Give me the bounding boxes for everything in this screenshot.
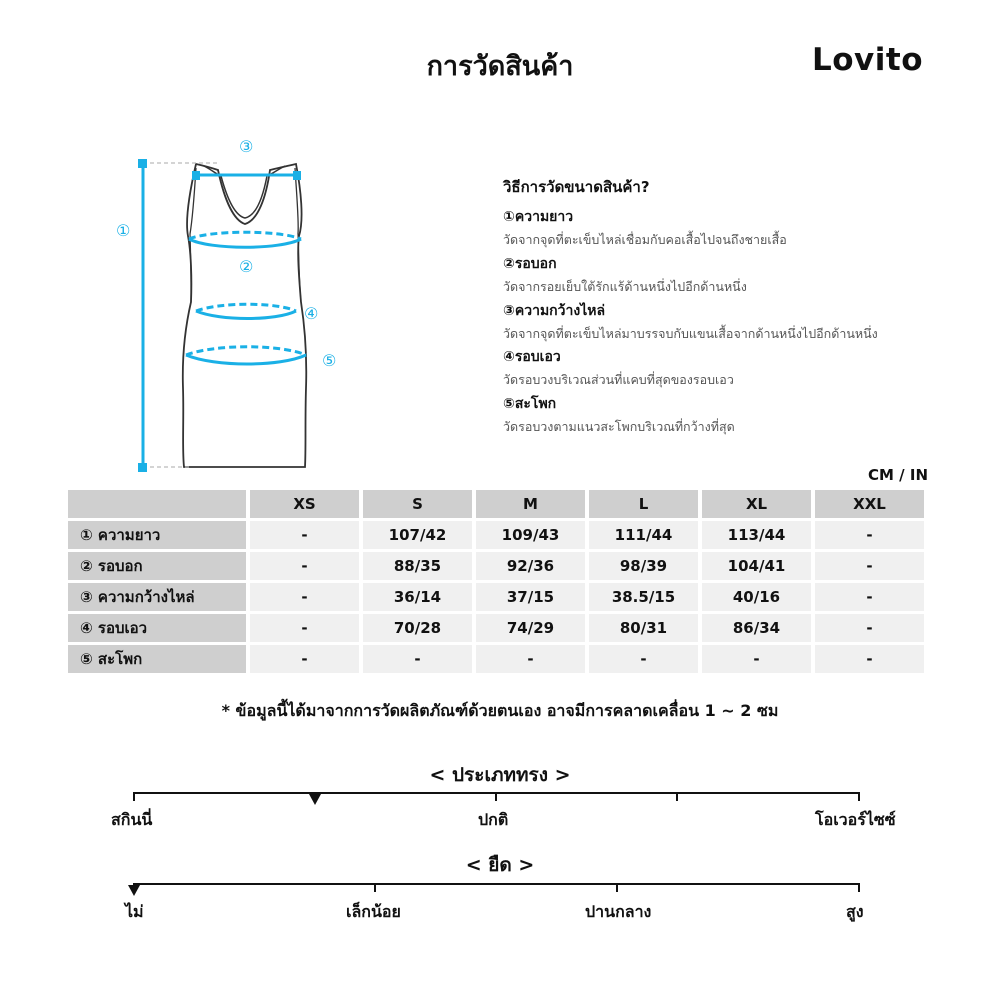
table-cell: 109/43 [476,521,585,549]
marker-shoulder: ③ [239,137,254,156]
table-cell: - [250,552,359,580]
table-cell: 74/29 [476,614,585,642]
table-cell: 70/28 [363,614,472,642]
brand-logo: Lovito [812,42,924,78]
shoulder-cap-right [293,171,301,180]
fit-scale-tick [676,792,678,801]
table-row [68,552,924,580]
table-cell: 36/14 [363,583,472,611]
fit-scale [133,792,860,804]
size-header: XXL [815,490,924,518]
size-header: L [589,490,698,518]
table-cell: 86/34 [702,614,811,642]
table-cell: 111/44 [589,521,698,549]
row-label: ③ ความกว้างไหล่ [68,583,246,611]
unit-label: CM / IN [868,466,928,484]
guide-item-title: ③ความกว้างไหล่ [503,303,606,319]
stretch-label-slight: เล็กน้อย [346,902,401,921]
table-header-row [68,490,924,518]
shoulder-cap-left [192,171,200,180]
stretch-label-high: สูง [846,902,864,921]
guide-item-desc: วัดจากจุดที่ตะเข็บไหล่เชื่อมกับคอเสื้อไปจนถึงชายเสื้อ [503,232,787,247]
stretch-scale-title: < ยืด > [465,854,535,876]
stretch-scale-marker-icon [128,885,140,896]
table-cell: 113/44 [702,521,811,549]
marker-waist: ④ [304,304,319,323]
stretch-scale-tick [616,883,618,892]
stretch-scale-tick [374,883,376,892]
marker-length: ① [116,221,131,240]
fit-scale-tick [858,792,860,801]
table-cell: - [815,645,924,673]
table-cell: - [702,645,811,673]
table-cell: - [250,645,359,673]
table-row [68,521,924,549]
stretch-label-medium: ปานกลาง [585,902,652,921]
table-cell: - [815,583,924,611]
table-cell: 98/39 [589,552,698,580]
size-header: XS [250,490,359,518]
table-cell: 104/41 [702,552,811,580]
table-row [68,614,924,642]
table-cell: 38.5/15 [589,583,698,611]
table-cell: - [476,645,585,673]
table-row [68,645,924,673]
row-label: ⑤ สะโพก [68,645,246,673]
table-cell: - [815,552,924,580]
table-cell: - [815,521,924,549]
page-title: การวัดสินค้า [426,51,574,82]
fit-label-oversize: โอเวอร์ไซซ์ [815,810,896,829]
stretch-scale [133,883,860,895]
length-cap-top [138,159,147,168]
fit-scale-tick [133,792,135,801]
guide-heading: วิธีการวัดขนาดสินค้า? [503,178,650,196]
table-corner-cell [68,490,246,518]
table-cell: 80/31 [589,614,698,642]
guide-item-desc: วัดจากรอยเย็บใต้รักแร้ด้านหนึ่งไปอีกด้านหนึ่ง [503,279,747,294]
table-cell: - [363,645,472,673]
marker-bust: ② [239,257,254,276]
table-cell: - [589,645,698,673]
size-header: S [363,490,472,518]
fit-label-regular: ปกติ [478,810,509,829]
table-cell: 88/35 [363,552,472,580]
table-cell: - [250,614,359,642]
row-label: ① ความยาว [68,521,246,549]
fit-label-skinny: สกินนี่ [111,810,153,829]
row-label: ④ รอบเอว [68,614,246,642]
stretch-label-none: ไม่ [125,902,144,921]
guide-item-title: ①ความยาว [503,209,574,225]
table-cell: - [250,521,359,549]
fit-scale-title: < ประเภททรง > [429,764,571,786]
dress-measurement-figure [100,130,360,480]
size-header: M [476,490,585,518]
measurement-disclaimer: * ข้อมูลนี้ได้มาจากการวัดผลิตภัณฑ์ด้วยตนเอง อาจมีการคลาดเคลื่อน 1 ~ 2 ซม [221,701,779,720]
guide-item-desc: วัดรอบวงตามแนวสะโพกบริเวณที่กว้างที่สุด [503,419,735,434]
guide-item-title: ②รอบอก [503,256,557,272]
fit-scale-tick [495,792,497,801]
guide-item-desc: วัดจากจุดที่ตะเข็บไหล่มาบรรจบกับแขนเสื้อจากด้านหนึ่งไปอีกด้านหนึ่ง [503,326,878,341]
marker-hip: ⑤ [322,351,337,370]
length-cap-bottom [138,463,147,472]
size-chart-table [64,487,928,676]
row-label: ② รอบอก [68,552,246,580]
table-cell: 92/36 [476,552,585,580]
table-cell: 40/16 [702,583,811,611]
guide-item-title: ⑤สะโพก [503,396,557,412]
table-row [68,583,924,611]
guide-item-title: ④รอบเอว [503,349,561,365]
table-cell: - [815,614,924,642]
table-cell: - [250,583,359,611]
dress-side-seam-left [190,234,191,302]
stretch-scale-tick [858,883,860,892]
table-cell: 107/42 [363,521,472,549]
guide-item-desc: วัดรอบวงบริเวณส่วนที่แคบที่สุดของรอบเอว [503,372,734,387]
fit-scale-marker-icon [309,794,321,805]
table-cell: 37/15 [476,583,585,611]
stretch-scale-line [133,883,860,885]
size-header: XL [702,490,811,518]
